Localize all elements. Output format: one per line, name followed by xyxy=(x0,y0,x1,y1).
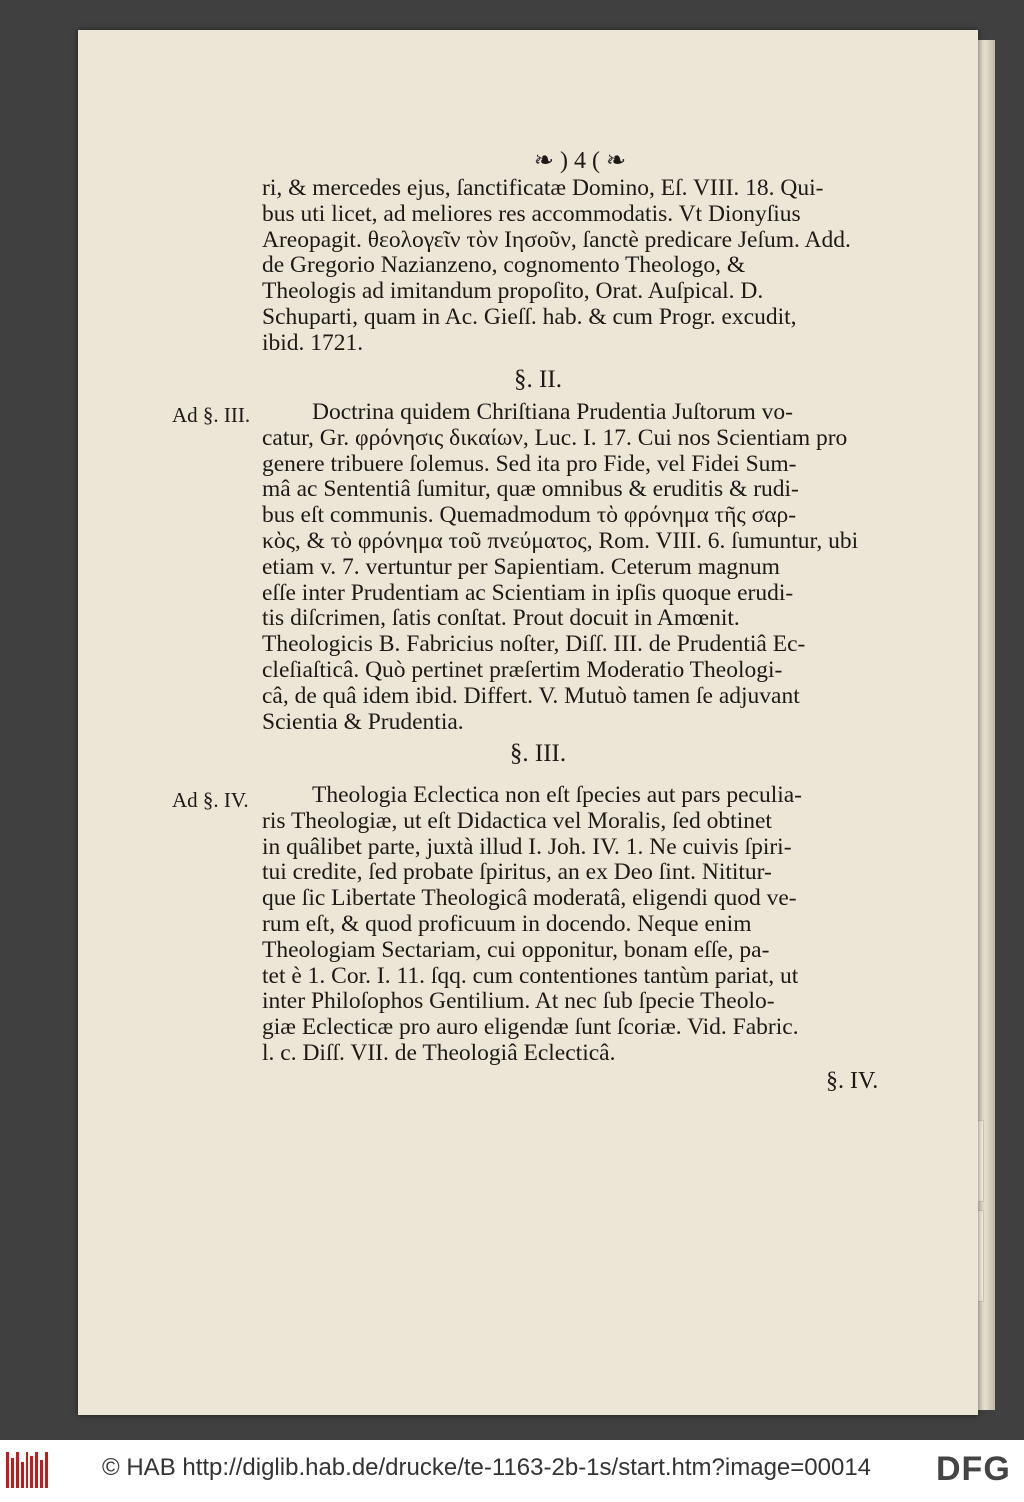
text-line: câ, de quâ idem ibid. Differt. V. Mutuò tamen ſe adjuvant xyxy=(262,682,800,709)
text-line: ris Theologiæ, ut eſt Didactica vel Moralis, ſed obtinet xyxy=(262,807,772,834)
text-line: mâ ac Sententiâ ſumitur, quæ omnibus & eruditis & rudi- xyxy=(262,476,799,503)
page-edge xyxy=(975,40,995,1410)
paragraph-2 xyxy=(262,400,890,735)
page-header: ❧ ) 4 ( ❧ xyxy=(533,148,627,174)
copyright-link[interactable]: © HAB http://diglib.hab.de/drucke/te-1163-2b-1s/start.htm?image=00014 xyxy=(102,1454,872,1481)
margin-note: Ad §. III. xyxy=(172,403,251,427)
text-line: genere tribuere ſolemus. Sed ita pro Fide, vel Fidei Sum- xyxy=(262,450,797,477)
text-line: Theologiam Sectariam, cui opponitur, bonam eſſe, pa- xyxy=(262,936,770,963)
text-line: κὸς, & τὸ φρόνημα τοῦ πνεύματος, Rom. VIII. 6. ſumuntur, ubi xyxy=(262,527,859,554)
text-line: ri, & mercedes ejus, ſanctificatæ Domino, Eſ. VIII. 18. Qui- xyxy=(262,175,824,201)
text-line: Theologicis B. Fabricius noſter, Diſſ. III. de Prudentiâ Ec- xyxy=(262,631,806,658)
text-line: Areopagit. θεολογεῖν τὸν Ιησοῦν, ſanctè predicare Jeſum. Add. xyxy=(262,226,851,253)
paragraph-3 xyxy=(262,783,890,1067)
text-line: de Gregorio Nazianzeno, cognomento Theologo, & xyxy=(262,252,746,279)
text-line: l. c. Diſſ. VII. de Theologiâ Eclecticâ. xyxy=(262,1039,616,1066)
text-line: bus eſt communis. Quemadmodum τὸ φρόνημα τῆς σαρ- xyxy=(262,502,797,529)
text-line: Doctrina quidem Chriſtiana Prudentia Juſtorum vo- xyxy=(312,399,794,425)
dfg-logo: DFG xyxy=(936,1450,1011,1488)
paragraph-1 xyxy=(262,176,890,357)
text-line: que ſic Libertate Theologicâ moderatâ, eligendi quod ve- xyxy=(262,885,797,912)
text-line: tis diſcrimen, ſatis conſtat. Prout docuit in Amœnit. xyxy=(262,605,740,632)
text-line: rum eſt, & quod proficuum in docendo. Neque enim xyxy=(262,910,752,937)
text-line: Schuparti, quam in Ac. Gieſſ. hab. & cum Progr. excudit, xyxy=(262,303,797,330)
text-line: Theologis ad imitandum propoſito, Orat. Auſpical. D. xyxy=(262,278,764,305)
text-line: ibid. 1721. xyxy=(262,329,364,356)
section-heading: §. II. xyxy=(514,366,562,393)
section-heading: §. III. xyxy=(509,740,567,767)
text-line: etiam v. 7. vertuntur per Sapientiam. Ceterum magnum xyxy=(262,553,780,580)
text-line: Scientia & Prudentia. xyxy=(262,708,464,735)
text-line: cleſiaſticâ. Quò pertinet præſertim Moderatio Theologi- xyxy=(262,656,783,683)
text-line: catur, Gr. φρόνησις δικαίων, Luc. I. 17. Cui nos Scientiam pro xyxy=(262,424,848,451)
barcode-icon xyxy=(6,1452,48,1488)
text-line: giæ Eclecticæ pro auro eligendæ ſunt ſcoriæ. Vid. Fabric. xyxy=(262,1014,799,1041)
catchword: §. IV. xyxy=(826,1068,879,1094)
footer-bar xyxy=(0,1440,1024,1502)
text-line: tet è 1. Cor. I. 11. ſqq. cum contentiones tantùm pariat, ut xyxy=(262,962,799,989)
margin-note: Ad §. IV. xyxy=(172,788,249,812)
text-line: tui credite, ſed probate ſpiritus, an ex Deo ſint. Nititur- xyxy=(262,859,772,886)
text-line: in quâlibet parte, juxtà illud I. Joh. IV. 1. Ne cuivis ſpiri- xyxy=(262,833,792,860)
text-line: inter Philoſophos Gentilium. At nec ſub ſpecie Theolo- xyxy=(262,988,775,1015)
text-line: Theologia Eclectica non eſt ſpecies aut pars peculia- xyxy=(312,782,803,808)
text-line: bus uti licet, ad meliores res accommodatis. Vt Dionyſius xyxy=(262,200,801,227)
text-line: eſſe inter Prudentiam ac Scientiam in ipſis quoque erudi- xyxy=(262,579,794,606)
